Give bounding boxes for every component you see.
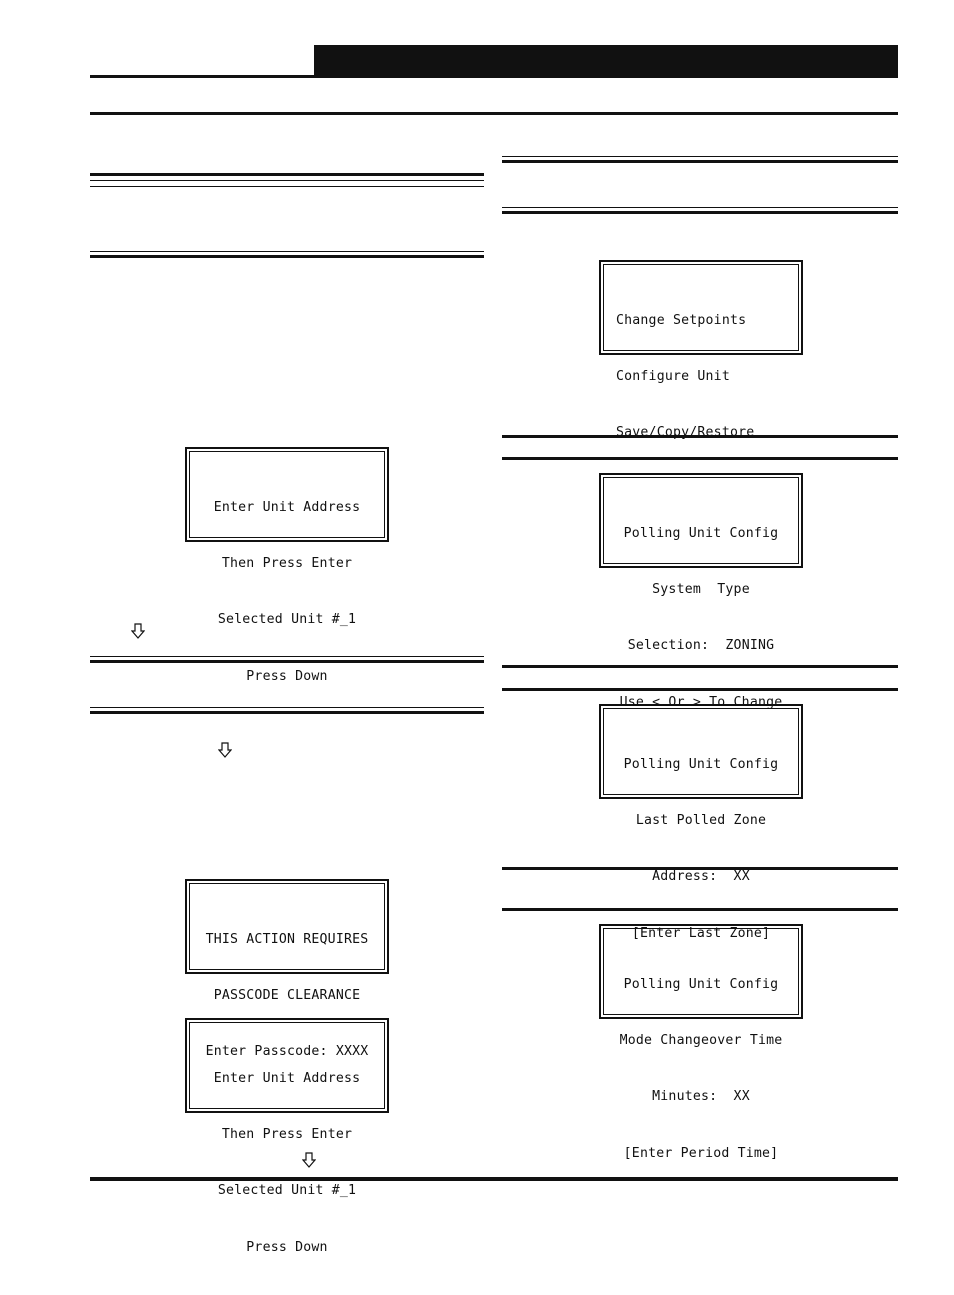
section-rule-bottom-thin xyxy=(90,251,484,252)
lcd-last-polled-zone xyxy=(599,704,803,941)
lcd-line: Polling Unit Config xyxy=(623,525,779,541)
lcd-line: Save/Copy/Restore xyxy=(616,425,755,441)
lcd-line: Enter Unit Address xyxy=(213,499,361,515)
section-rule-top-thin xyxy=(502,156,898,157)
lcd-line: Selected Unit #_1 xyxy=(217,1183,357,1199)
lcd-line: Polling Unit Config xyxy=(623,756,779,772)
section-rule-top xyxy=(502,160,898,163)
lcd-line: [Enter Period Time] xyxy=(623,1145,779,1161)
page-header-bar xyxy=(314,45,898,78)
lcd-line: Selected Unit #_1 xyxy=(217,612,357,628)
section-rule-top-thin-2 xyxy=(90,186,484,187)
section-rule-top xyxy=(90,173,484,176)
lcd-system-type xyxy=(599,473,803,710)
lcd-line: Use < Or > To Change xyxy=(619,694,783,710)
lcd-line: Minutes: XX xyxy=(652,1089,750,1105)
lcd-enter-unit-address xyxy=(185,447,389,684)
lcd-line: [Enter Last Zone] xyxy=(631,925,771,941)
lcd-line: THIS ACTION REQUIRES xyxy=(205,931,369,947)
lcd-line: Then Press Enter xyxy=(221,555,353,571)
down-arrow-icon xyxy=(131,623,145,639)
lcd-line: Change Setpoints xyxy=(616,312,747,328)
section-rule-bottom-thin xyxy=(502,207,898,208)
lcd-line: Then Press Enter xyxy=(221,1126,353,1142)
header-divider xyxy=(90,112,898,115)
lcd-line: Enter Passcode: XXXX xyxy=(205,1044,369,1060)
lcd-line: Mode Changeover Time xyxy=(619,1032,783,1048)
lcd-main-menu xyxy=(599,260,803,441)
lcd-line: Polling Unit Config xyxy=(623,976,779,992)
lcd-mode-changeover-time xyxy=(599,924,803,1161)
lcd-line: Last Polled Zone xyxy=(635,812,767,828)
lcd-line: System Type xyxy=(652,581,750,597)
page-header-rule xyxy=(90,75,314,78)
down-arrow-icon xyxy=(218,742,232,758)
lcd-line: Address: XX xyxy=(652,869,750,885)
lcd-line: PASSCODE CLEARANCE xyxy=(213,987,361,1003)
section-rule-bottom xyxy=(502,211,898,214)
lcd-line: Press Down xyxy=(246,668,328,684)
section-rule-bottom xyxy=(90,255,484,258)
section-rule-top-thin xyxy=(90,180,484,181)
lcd-line: Press Down xyxy=(246,1239,328,1255)
lcd-passcode xyxy=(185,879,389,1060)
lcd-line: Selection: ZONING xyxy=(627,638,775,654)
lcd-line: Enter Unit Address xyxy=(213,1070,361,1086)
lcd-line: Configure Unit xyxy=(616,368,730,384)
lcd-enter-unit-address-2 xyxy=(185,1018,389,1255)
